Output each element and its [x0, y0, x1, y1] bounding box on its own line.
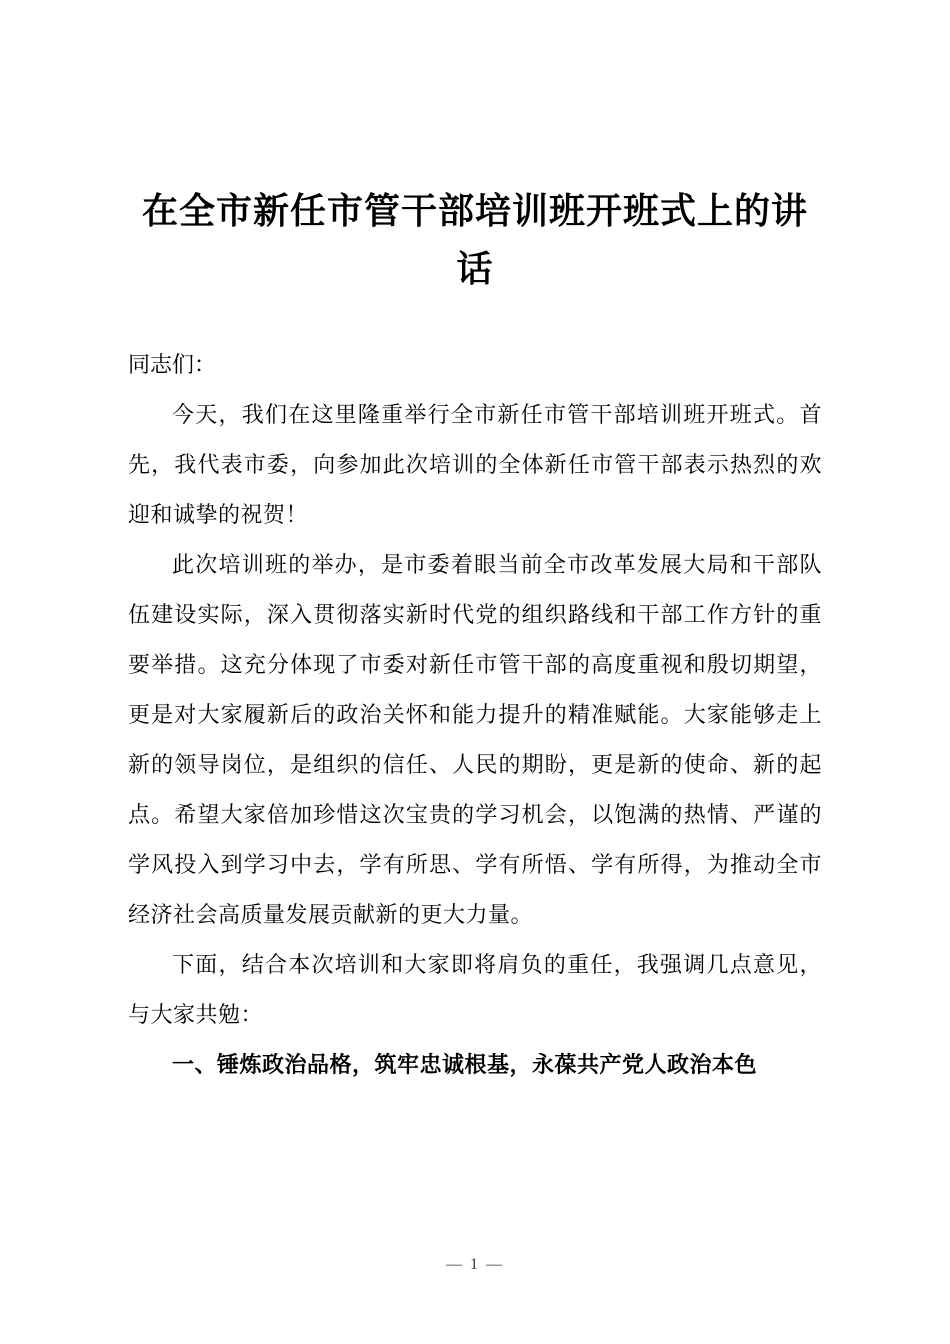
- salutation: 同志们：: [128, 352, 217, 377]
- paragraph-transition: 下面，结合本次培训和大家即将肩负的重任，我强调几点意见，与大家共勉：: [128, 952, 822, 1027]
- page-footer: [0, 1256, 950, 1274]
- paragraph-opening: 今天，我们在这里隆重举行全市新任市管干部培训班开班式。首先，我代表市委，向参加此次培训的全体新任市管干部表示热烈的欢迎和诚挚的祝贺！: [128, 402, 822, 527]
- page-number: — 1 —: [446, 1256, 504, 1273]
- document-title: 在全市新任市管干部培训班开班式上的讲话: [141, 191, 808, 289]
- paragraph-purpose: 此次培训班的举办，是市委着眼当前全市改革发展大局和干部队伍建设实际，深入贯彻落实新时代党的组织路线和干部工作方针的重要举措。这充分体现了市委对新任市管干部的高度重视和殷切期望，更是对大家履新后的政治关怀和能力提升的精准赋能。大家能够走上新的领导岗位，是组织的信任、人民的期盼，更是新的使命、新的起点。希望大家倍加珍惜这次宝贵的学习机会，以饱满的热情、严谨的学风投入到学习中去，学有所思、学有所悟、学有所得，为推动全市经济社会高质量发展贡献新的更大力量。: [128, 552, 822, 927]
- section-heading-one: 一、锤炼政治品格，筑牢忠诚根基，永葆共产党人政治本色: [172, 1052, 758, 1077]
